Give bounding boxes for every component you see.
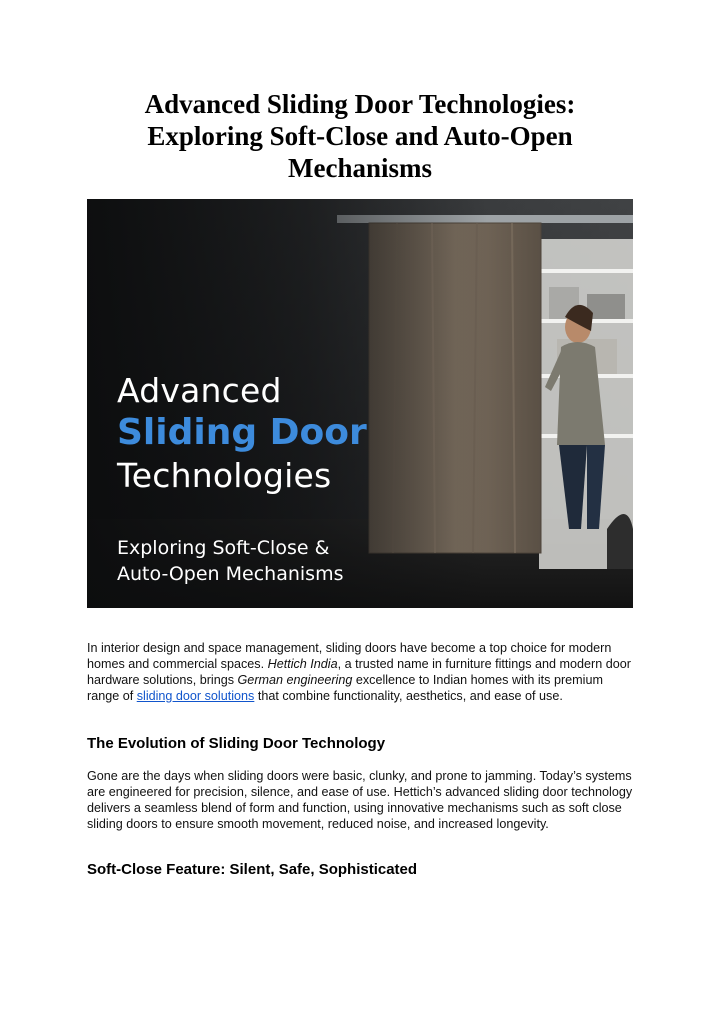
intro-paragraph xyxy=(87,640,635,704)
intro-text-2: , a trusted name in furniture fittings and modern door hardware solutions, brings xyxy=(87,657,631,687)
hero-title-line-1: Advanced xyxy=(117,371,282,410)
brand-name: Hettich India xyxy=(267,657,338,671)
hero-subtitle xyxy=(117,535,343,587)
intro-text-3: excellence to Indian homes with its premium range of xyxy=(87,673,603,703)
section-heading-soft-close: Soft-Close Feature: Silent, Safe, Sophisticated xyxy=(87,861,418,878)
hero-title-line-2: Sliding Door xyxy=(117,412,367,453)
emphasis-text: German engineering xyxy=(237,673,353,687)
intro-text-1: In interior design and space management, sliding doors have become a top choice for modern homes and commercial spaces. xyxy=(87,641,612,671)
page-title: Advanced Sliding Door Technologies: Exploring Soft-Close and Auto-Open Mechanisms xyxy=(144,89,576,183)
intro-text-4: that combine functionality, aesthetics, and ease of use. xyxy=(254,689,563,703)
section-heading-evolution: The Evolution of Sliding Door Technology xyxy=(87,735,386,752)
evolution-paragraph: Gone are the days when sliding doors were basic, clunky, and prone to jamming. Today’s systems are engineered for precision, silence, and ease of use. Hettich’s advanced sliding door technology delivers a seamless blend of form and function, using innovative mechanisms such as soft close sliding doors to ensure smooth movement, reduced noise, and increased longevity. xyxy=(87,769,633,831)
hero-subtitle-line-2: Auto-Open Mechanisms xyxy=(117,563,344,585)
hero-title xyxy=(117,371,367,497)
hero-image xyxy=(87,199,633,608)
hero-title-line-3: Technologies xyxy=(117,456,332,495)
hero-subtitle-line-1: Exploring Soft-Close & xyxy=(117,537,330,559)
sliding-door-solutions-link[interactable]: sliding door solutions xyxy=(136,689,255,703)
